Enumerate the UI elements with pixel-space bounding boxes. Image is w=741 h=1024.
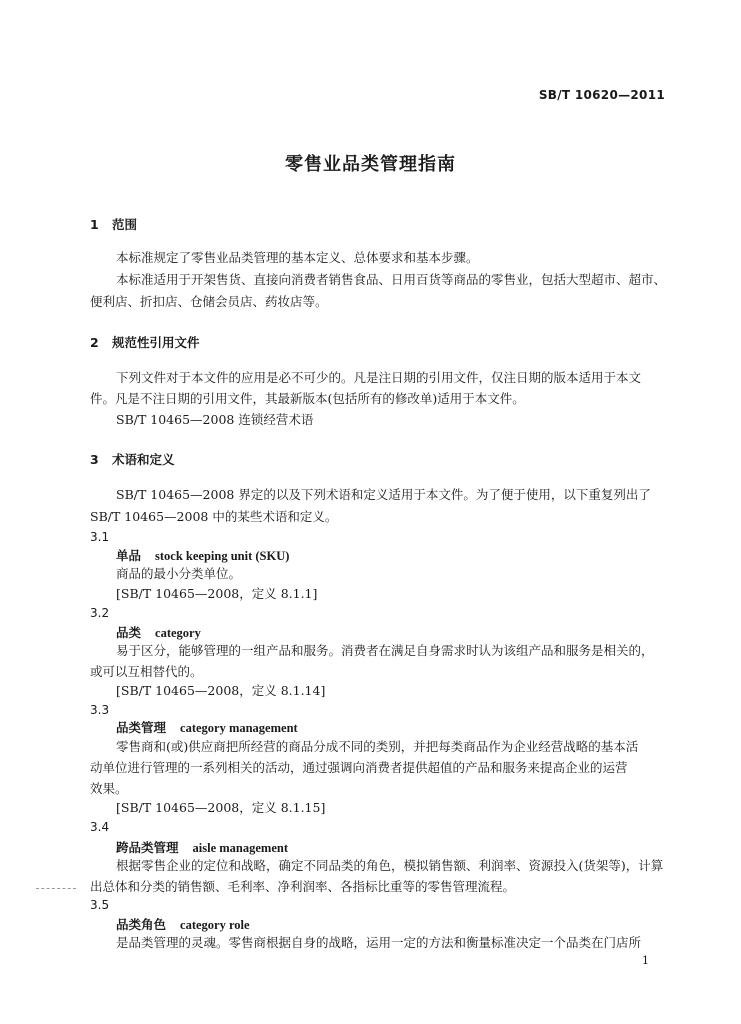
paragraph-line: 便利店、折扣店、仓储会员店、药妆店等。 bbox=[90, 294, 328, 309]
section-heading-terms-definitions bbox=[90, 450, 175, 468]
term-definition-line: 动单位进行管理的一系列相关的活动，通过强调向消费者提供超值的产品和服务来提高企业的运营 bbox=[90, 760, 628, 775]
term-reference: [SB/T 10465—2008，定义 8.1.15] bbox=[116, 800, 326, 815]
term-name-cn: 单品 bbox=[116, 548, 142, 563]
term-name-cn: 品类角色 bbox=[116, 917, 167, 932]
section-heading-scope bbox=[90, 215, 137, 233]
term-definition-line: 易于区分，能够管理的一组产品和服务。消费者在满足自身需求时认为该组产品和服务是相关的， bbox=[116, 643, 654, 658]
term-reference: [SB/T 10465—2008，定义 8.1.1] bbox=[116, 586, 318, 601]
term-number: 3.3 bbox=[90, 703, 110, 717]
term-name bbox=[116, 623, 201, 641]
term-name-en: category bbox=[155, 626, 201, 640]
page-number: 1 bbox=[642, 954, 649, 967]
section-title: 术语和定义 bbox=[112, 452, 175, 467]
term-name-cn: 品类 bbox=[116, 625, 142, 640]
term-name-en: aisle management bbox=[192, 841, 288, 855]
margin-scan-mark bbox=[36, 888, 76, 890]
paragraph-line: 件。凡是不注日期的引用文件，其最新版本(包括所有的修改单)适用于本文件。 bbox=[90, 391, 525, 406]
paragraph-line: 本标准适用于开架售货、直接向消费者销售食品、日用百货等商品的零售业，包括大型超市、超市、 bbox=[116, 272, 667, 287]
term-name bbox=[116, 915, 250, 933]
term-name bbox=[116, 546, 289, 564]
reference-standard: SB/T 10465—2008 连锁经营术语 bbox=[116, 412, 314, 427]
section-title: 规范性引用文件 bbox=[112, 335, 200, 350]
term-name-cn: 品类管理 bbox=[116, 720, 167, 735]
term-definition-line: 商品的最小分类单位。 bbox=[116, 566, 242, 581]
term-name-en: category role bbox=[180, 918, 250, 932]
section-heading-normative-references bbox=[90, 333, 200, 351]
paragraph-line: SB/T 10465—2008 界定的以及下列术语和定义适用于本文件。为了便于使用，以下重复列出了 bbox=[116, 487, 651, 502]
term-name bbox=[116, 838, 288, 856]
term-definition-line: 或可以互相替代的。 bbox=[90, 664, 203, 679]
section-title: 范围 bbox=[112, 217, 138, 232]
section-number: 3 bbox=[90, 452, 99, 467]
term-number: 3.5 bbox=[90, 898, 110, 912]
term-name-cn: 跨品类管理 bbox=[116, 840, 179, 855]
term-name-en: stock keeping unit (SKU) bbox=[155, 549, 290, 563]
section-number: 2 bbox=[90, 335, 99, 350]
term-definition-line: 效果。 bbox=[90, 781, 128, 796]
term-reference: [SB/T 10465—2008，定义 8.1.14] bbox=[116, 683, 326, 698]
term-definition-line: 零售商和(或)供应商把所经营的商品分成不同的类别，并把每类商品作为企业经营战略的基本活 bbox=[116, 739, 639, 754]
section-number: 1 bbox=[90, 217, 99, 232]
paragraph-line: 下列文件对于本文件的应用是必不可少的。凡是注日期的引用文件，仅注日期的版本适用于本文 bbox=[116, 370, 642, 385]
term-definition-line: 根据零售企业的定位和战略，确定不同品类的角色，模拟销售额、利润率、资源投入(货架等)，计算 bbox=[116, 858, 664, 873]
term-name-en: category management bbox=[180, 721, 298, 735]
term-number: 3.1 bbox=[90, 530, 110, 544]
term-number: 3.4 bbox=[90, 820, 110, 834]
paragraph-line: 本标准规定了零售业品类管理的基本定义、总体要求和基本步骤。 bbox=[116, 250, 479, 265]
term-definition-line: 出总体和分类的销售额、毛利率、净利润率、各指标比重等的零售管理流程。 bbox=[90, 879, 516, 894]
term-number: 3.2 bbox=[90, 606, 110, 620]
term-definition-line: 是品类管理的灵魂。零售商根据自身的战略，运用一定的方法和衡量标准决定一个品类在门店所 bbox=[116, 935, 642, 950]
term-name bbox=[116, 718, 298, 736]
standard-code: SB/T 10620—2011 bbox=[538, 88, 665, 102]
document-title: 零售业品类管理指南 bbox=[285, 154, 456, 175]
paragraph-line: SB/T 10465—2008 中的某些术语和定义。 bbox=[90, 509, 338, 524]
